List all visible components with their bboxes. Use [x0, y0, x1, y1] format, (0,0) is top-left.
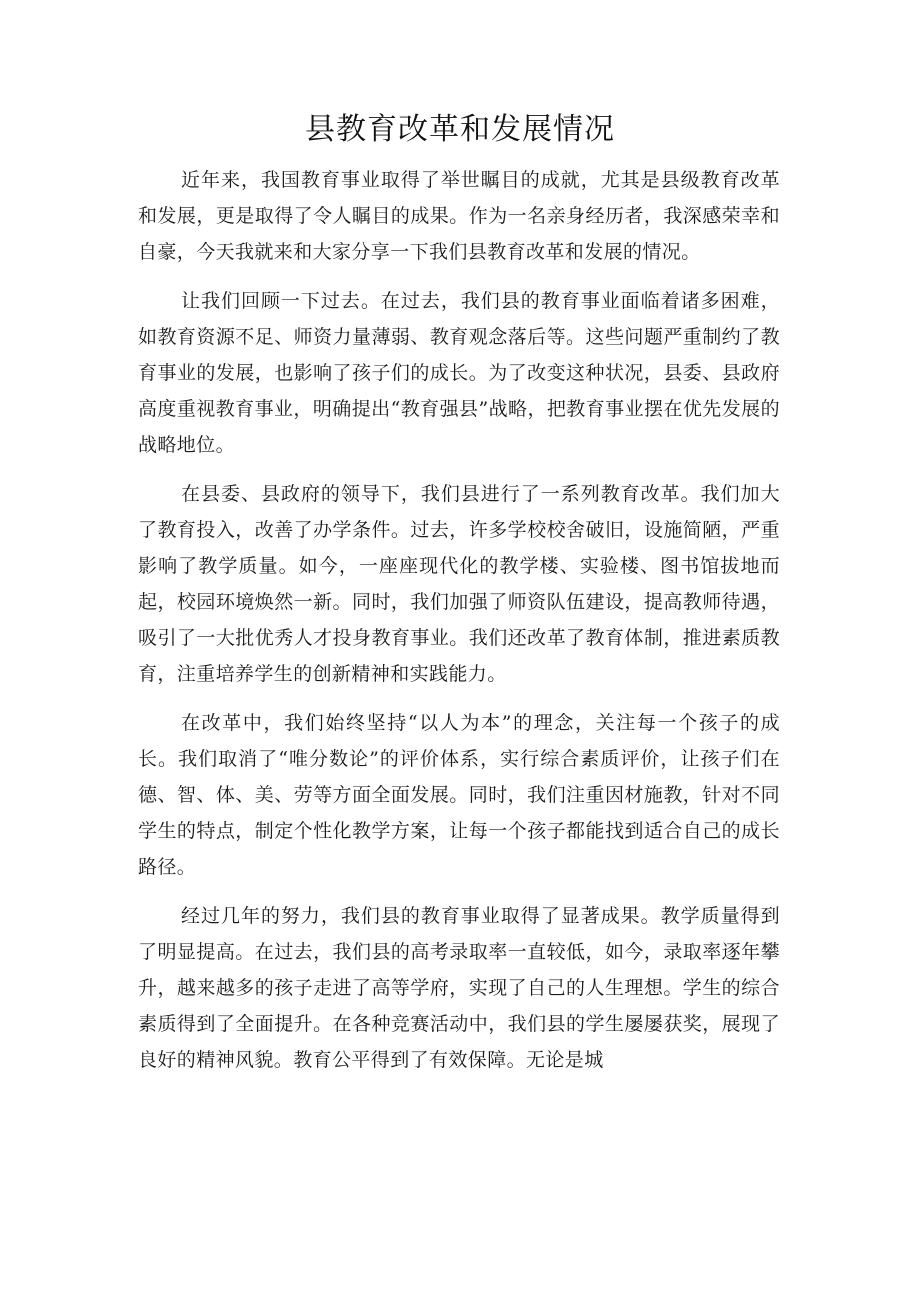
paragraph-spacer [138, 270, 780, 283]
document-title: 县教育改革和发展情况 [305, 112, 615, 147]
paragraph-people-first: 在改革中，我们始终坚持“以人为本”的理念，关注每一个孩子的成长。我们取消了“唯分数论”的评价体系，实行综合素质评价，让孩子们在德、智、体、美、劳等方面全面发展。同时，我们注重因材施教，针对不同学生的特点，制定个性化教学方案，让每一个孩子都能找到适合自己的成长路径。 [138, 712, 780, 878]
paragraph-intro: 近年来，我国教育事业取得了举世瞩目的成就，尤其是县级教育改革和发展，更是取得了令人瞩目的成果。作为一名亲身经历者，我深感荣幸和自豪，今天我就来和大家分享一下我们县教育改革和发展的情况。 [138, 169, 780, 263]
document-body [138, 162, 780, 1078]
paragraph-reforms: 在县委、县政府的领导下，我们县进行了一系列教育改革。我们加大了教育投入，改善了办学条件。过去，许多学校校舍破旧，设施简陋，严重影响了教学质量。如今，一座座现代化的教学楼、实验楼、图书馆拔地而起，校园环境焕然一新。同时，我们加强了师资队伍建设，提高教师待遇，吸引了一大批优秀人才投身教育事业。我们还改革了教育体制，推进素质教育，注重培养学生的创新精神和实践能力。 [138, 483, 780, 685]
paragraph-past: 让我们回顾一下过去。在过去，我们县的教育事业面临着诸多困难，如教育资源不足、师资力量薄弱、教育观念落后等。这些问题严重制约了教育事业的发展，也影响了孩子们的成长。为了改变这种状况，县委、县政府高度重视教育事业，明确提出“教育强县”战略，把教育事业摆在优先发展的战略地位。 [138, 290, 780, 456]
paragraph-spacer [138, 885, 780, 898]
paragraph-results: 经过几年的努力，我们县的教育事业取得了显著成果。教学质量得到了明显提高。在过去，我们县的高考录取率一直较低，如今，录取率逐年攀升，越来越多的孩子走进了高等学府，实现了自己的人生理想。学生的综合素质得到了全面提升。在各种竞赛活动中，我们县的学生屡屡获奖，展现了良好的精神风貌。教育公平得到了有效保障。无论是城 [138, 905, 780, 1071]
paragraph-spacer [138, 692, 780, 705]
paragraph-spacer [138, 463, 780, 476]
